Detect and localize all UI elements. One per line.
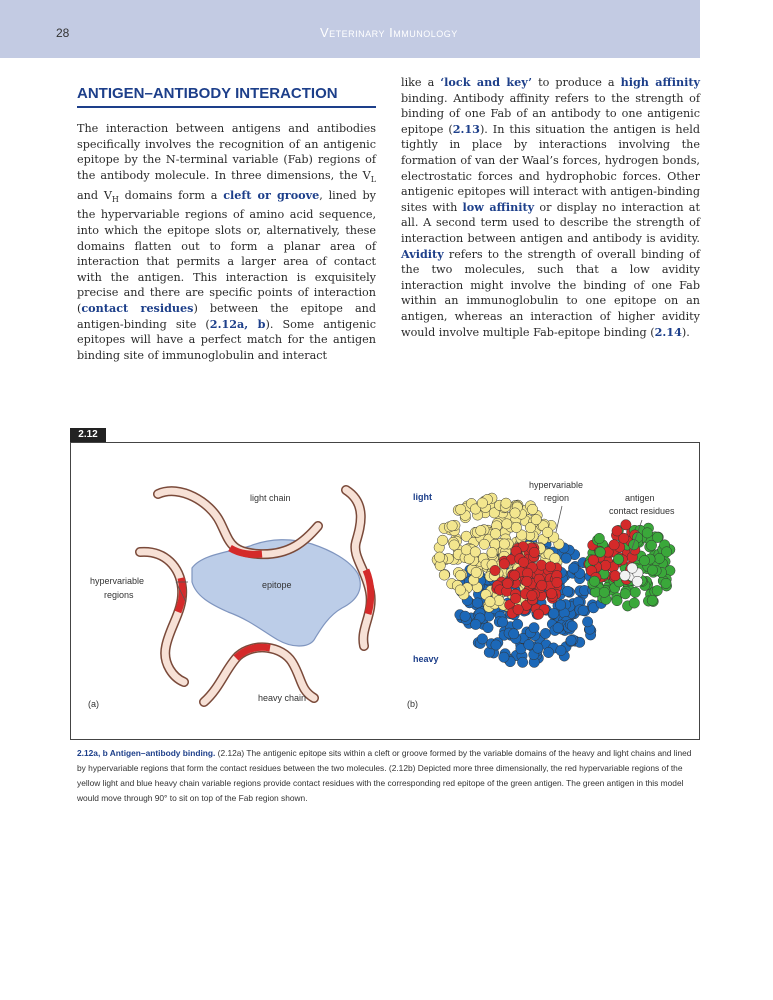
atom-sphere — [612, 595, 622, 605]
atom-sphere — [517, 657, 527, 667]
key-term: ‘lock and key’ — [440, 75, 533, 89]
atom-sphere — [460, 611, 470, 621]
body-column-right — [401, 75, 700, 340]
atom-sphere — [512, 619, 522, 629]
atom-sphere — [652, 532, 662, 542]
atom-sphere — [545, 562, 555, 572]
atom-sphere — [455, 585, 465, 595]
atom-sphere — [543, 647, 553, 657]
atom-sphere — [567, 621, 577, 631]
atom-sphere — [599, 587, 609, 597]
atom-sphere — [529, 623, 539, 633]
atom-sphere — [437, 535, 447, 545]
atom-sphere — [487, 547, 497, 557]
atom-sphere — [490, 565, 500, 575]
atom-sphere — [620, 570, 630, 580]
atom-sphere — [647, 595, 657, 605]
atom-sphere — [477, 498, 487, 508]
panel-label-b: (b) — [407, 699, 418, 709]
body-text: binding. Antibody affinity refers to the strength of binding of one Fab of an antibody to one antigenic epitope ( — [401, 91, 700, 136]
key-term: contact residues — [81, 301, 194, 315]
atom-sphere — [629, 540, 639, 550]
atom-sphere — [527, 590, 537, 600]
atom-sphere — [494, 595, 504, 605]
figure-illustration — [70, 442, 700, 740]
atom-sphere — [449, 540, 459, 550]
atom-sphere — [561, 553, 571, 563]
hypervariable-segment — [178, 578, 182, 612]
atom-sphere — [555, 600, 565, 610]
atom-sphere — [499, 559, 509, 569]
label-hypervariable-line1: hypervariable — [90, 576, 145, 586]
atom-sphere — [582, 617, 592, 627]
atom-sphere — [502, 578, 512, 588]
atom-sphere — [632, 576, 642, 586]
body-text: and V — [77, 188, 112, 202]
atom-sphere — [511, 522, 521, 532]
atom-sphere — [439, 570, 449, 580]
atom-sphere — [566, 635, 576, 645]
atom-sphere — [563, 586, 573, 596]
body-text: ). Some antigenic epitopes will have a perfect match for the antigen binding site of immunoglobulin and interact — [77, 317, 376, 362]
figure-caption — [77, 746, 700, 806]
subscript: H — [111, 194, 119, 204]
label-hypervariable-line2: regions — [104, 590, 134, 600]
atom-sphere — [540, 628, 550, 638]
atom-sphere — [542, 527, 552, 537]
body-text: like a — [401, 76, 441, 89]
label-heavy-chain: heavy chain — [258, 693, 307, 703]
atom-sphere — [589, 576, 599, 586]
figure-number-tab: 2.12 — [70, 428, 106, 442]
atom-sphere — [472, 598, 482, 608]
atom-sphere — [522, 576, 532, 586]
page-number: 28 — [56, 26, 70, 40]
atom-sphere — [456, 504, 466, 514]
label-heavy: heavy — [413, 654, 439, 664]
label-epitope: epitope — [262, 580, 292, 590]
caption-text: (2.12a) The antigenic epitope sits within a cleft or groove formed by the variable domains of the heavy and light chains and lined by hypervariable regions that form the contact residues between the two molecules. (2.12b) Depicted more three dimensionally, the red hypervariable regions of the yellow light and blue heavy chain variable regions provide contact residues with the corresponding red epitope of the green antigen. The green antigen in this model would move through 90° to sit on top of the Fab region shown. — [77, 748, 692, 803]
body-column-left — [77, 121, 376, 363]
body-text: The interaction between antigens and antibodies specifically involves the recognition of an antigenic epitope by the N-terminal variable (Fab) regions of the antibody molecule. In three dimensions, the V — [77, 122, 376, 182]
atom-sphere — [510, 508, 520, 518]
atom-sphere — [595, 547, 605, 557]
subscript: L — [370, 175, 376, 185]
atom-sphere — [619, 533, 629, 543]
atom-sphere — [491, 640, 501, 650]
label-antigen-line2: contact residues — [609, 506, 675, 516]
atom-sphere — [662, 547, 672, 557]
atom-sphere — [537, 580, 547, 590]
figure-reference[interactable]: 2.13 — [452, 121, 480, 136]
atom-sphere — [529, 547, 539, 557]
atom-sphere — [536, 560, 546, 570]
atom-sphere — [620, 589, 630, 599]
figure-reference[interactable]: 2.14 — [654, 324, 682, 339]
atom-sphere — [524, 640, 534, 650]
atom-sphere — [483, 622, 493, 632]
body-text: ) between the epitope and antigen-binding site ( — [77, 302, 376, 331]
atom-sphere — [502, 519, 512, 529]
atom-sphere — [471, 619, 481, 629]
atom-sphere — [630, 587, 640, 597]
atom-sphere — [568, 563, 578, 573]
key-term: Avidity — [401, 246, 444, 261]
section-title-rule — [77, 106, 376, 108]
atom-sphere — [518, 557, 528, 567]
atom-sphere — [527, 504, 537, 514]
atom-sphere — [594, 533, 604, 543]
atom-sphere — [661, 578, 671, 588]
label-light: light — [413, 492, 432, 502]
caption-label: 2.12a, b Antigen–antibody binding. — [77, 748, 216, 758]
body-text: ). In this situation the antigen is held tightly in place by interactions involving the formation of van der Waal’s forces, hydrogen bonds, electrostatic forces and hydrophobic forces. Other antigenic epitopes will interact with antigen-binding sites with — [401, 122, 700, 214]
label-hypervariable-region-line1: hypervariable — [529, 480, 584, 490]
atom-sphere — [546, 588, 556, 598]
panel-a-schematic — [140, 490, 371, 702]
body-text: domains form a — [118, 188, 224, 202]
atom-sphere — [609, 540, 619, 550]
body-text: refers to the strength of overall binding of the two molecules, such that a low avidity interaction might involve the binding of one Fab within an immunoglobulin to one epitope on an antigen, whereas an interaction of higher avidity would involve multiple Fab-epitope binding ( — [401, 247, 700, 339]
panel-label-a: (a) — [88, 699, 99, 709]
atom-sphere — [471, 567, 481, 577]
atom-sphere — [652, 585, 662, 595]
body-text: or display no interaction at all. A second term used to describe the strength of interaction between antigen and antibody is avidity. — [401, 200, 700, 245]
atom-sphere — [509, 629, 519, 639]
atom-sphere — [497, 617, 507, 627]
atom-sphere — [476, 525, 486, 535]
atom-sphere — [613, 554, 623, 564]
atom-sphere — [553, 623, 563, 633]
atom-sphere — [485, 597, 495, 607]
atom-sphere — [556, 645, 566, 655]
panel-b-space-filling-model — [432, 493, 675, 668]
atom-sphere — [552, 577, 562, 587]
atom-sphere — [642, 528, 652, 538]
atom-sphere — [499, 539, 509, 549]
atom-sphere — [479, 539, 489, 549]
atom-sphere — [455, 570, 465, 580]
hv-pointer-b — [556, 506, 562, 532]
atom-sphere — [549, 608, 559, 618]
label-light-chain: light chain — [250, 493, 291, 503]
key-term: cleft or groove — [223, 187, 320, 202]
atom-sphere — [578, 605, 588, 615]
atom-sphere — [639, 555, 649, 565]
body-text: ). — [681, 325, 690, 339]
atom-sphere — [434, 552, 444, 562]
label-antigen-line1: antigen — [625, 493, 655, 503]
label-hypervariable-region-line2: region — [544, 493, 570, 503]
atom-sphere — [470, 547, 480, 557]
atom-sphere — [461, 545, 471, 555]
atom-sphere — [531, 514, 541, 524]
key-term: high affinity — [620, 75, 700, 89]
atom-sphere — [629, 598, 639, 608]
atom-sphere — [490, 529, 500, 539]
body-text: to produce a — [532, 76, 621, 89]
body-text: , lined by the hypervariable regions of amino acid sequence, into which the epitope slots or, alternatively, these domains flatten out to form a planar area of interaction that permits a larger area of contact with the antigen. This interaction is exquisitely precise and there are specific points of interaction ( — [77, 188, 376, 315]
atom-sphere — [647, 565, 657, 575]
section-title: ANTIGEN–ANTIBODY INTERACTION — [77, 85, 338, 102]
atom-sphere — [477, 634, 487, 644]
atom-sphere — [610, 571, 620, 581]
atom-sphere — [621, 520, 631, 530]
atom-sphere — [513, 604, 523, 614]
atom-sphere — [533, 609, 543, 619]
atom-sphere — [510, 593, 520, 603]
key-term: low affinity — [462, 199, 535, 214]
atom-sphere — [499, 652, 509, 662]
figure-reference[interactable]: 2.12a, b — [209, 316, 266, 331]
atom-sphere — [447, 521, 457, 531]
running-title: Veterinary Immunology — [320, 25, 458, 40]
atom-sphere — [501, 498, 511, 508]
